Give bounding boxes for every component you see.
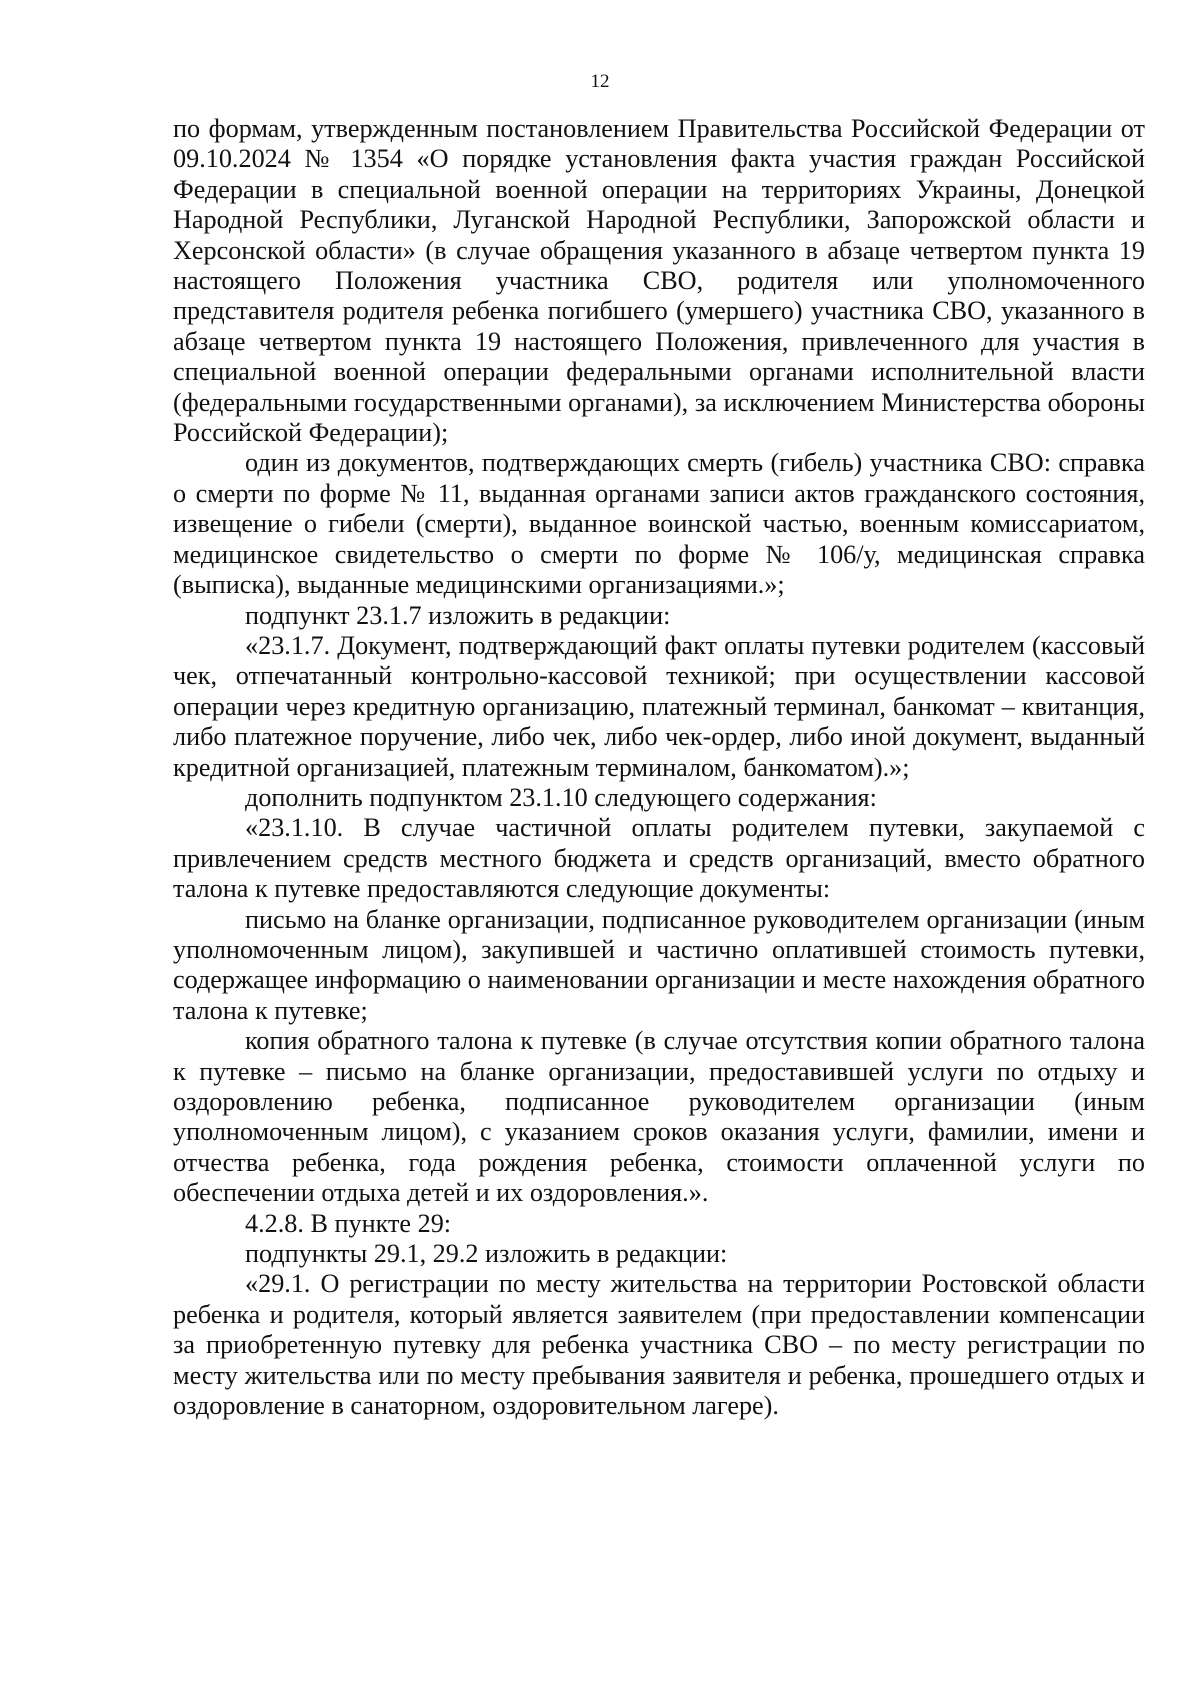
paragraph-8: копия обратного талона к путевке (в случае отсутствия копии обратного талона к путевке – письмо на бланке организации, предоставившей услуги по отдыху и оздоровлению ребенка, подписанное руководителем организации (иным уполномоченным лицом), с указанием сроков оказания услуги, фамилии, имени и отчества ребенка, года рождения ребенка, стоимости оплаченной услуги по обеспечении отдыха детей и их оздоровления.». [173,1026,1145,1208]
paragraph-3: подпункт 23.1.7 изложить в редакции: [245,600,671,630]
paragraph-9: 4.2.8. В пункте 29: [245,1208,452,1238]
paragraph-2: один из документов, подтверждающих смерть (гибель) участника СВО: справка о смерти по форме № 11, выданная органами записи актов гражданского состояния, извещение о гибели (смерти), выданное воинской частью, военным комиссариатом, медицинское свидетельство о смерти по форме № 106/у, медицинская справка (выписка), выданные медицинскими организациями.»; [173,448,1145,600]
paragraph-1: по формам, утвержденным постановлением Правительства Российской Федерации от 09.10.2024 № 1354 «О порядке установления факта участия граждан Российской Федерации в специальной военной операции на территориях Украины, Донецкой Народной Республики, Луганской Народной Республики, Запорожской области и Херсонской области» (в случае обращения указанного в абзаце четвертом пункта 19 настоящего Положения участника СВО, родителя или уполномоченного представителя родителя ребенка погибшего (умершего) участника СВО, указанного в абзаце четвертом пункта 19 настоящего Положения, привлеченного для участия в специальной военной операции федеральными органами исполнительной власти (федеральными государственными органами), за исключением Министерства обороны Российской Федерации); [173,114,1145,448]
paragraph-7: письмо на бланке организации, подписанное руководителем организации (иным уполномоченным лицом), закупившей и частично оплатившей стоимость путевки, содержащее информацию о наименовании организации и месте нахождения обратного талона к путевке; [173,904,1145,1025]
paragraph-6: «23.1.10. В случае частичной оплаты родителем путевки, закупаемой с привлечением средств местного бюджета и средств организаций, вместо обратного талона к путевке предоставляются следующие документы: [173,813,1145,904]
paragraph-5: дополнить подпунктом 23.1.10 следующего содержания: [245,782,877,812]
document-body [173,114,1145,1421]
paragraph-4: «23.1.7. Документ, подтверждающий факт оплаты путевки родителем (кассовый чек, отпечатанный контрольно-кассовой техникой; при осуществлении кассовой операции через кредитную организацию, платежный терминал, банкомат – квитанция, либо платежное поручение, либо чек, либо чек-ордер, либо иной документ, выданный кредитной организацией, платежным терминалом, банкоматом).»; [173,630,1145,782]
paragraph-11: «29.1. О регистрации по месту жительства на территории Ростовской области ребенка и родителя, который является заявителем (при предоставлении компенсации за приобретенную путевку для ребенка участника СВО – по месту регистрации по месту жительства или по месту пребывания заявителя и ребенка, прошедшего отдых и оздоровление в санаторном, оздоровительном лагере). [173,1269,1145,1421]
page-number: 12 [590,71,610,92]
paragraph-10: подпункты 29.1, 29.2 изложить в редакции: [245,1239,728,1269]
